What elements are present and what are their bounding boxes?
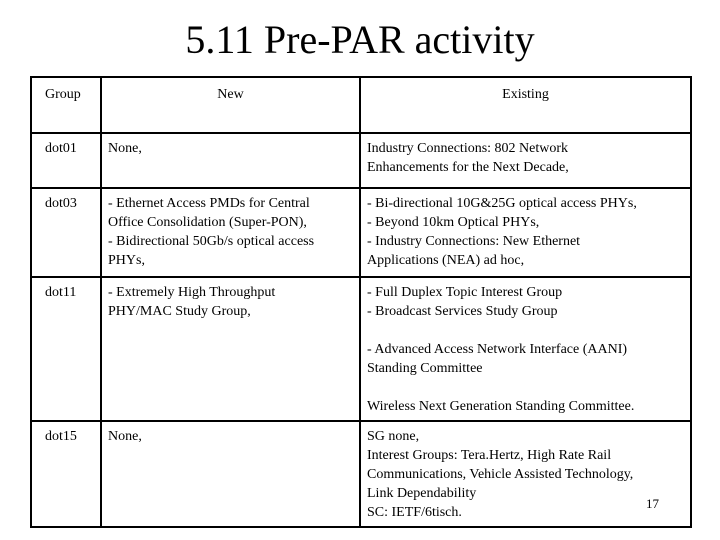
- cell-line: Standing Committee: [367, 361, 483, 376]
- cell-new: [101, 133, 360, 188]
- page-number: 17: [646, 496, 659, 511]
- cell-new: [101, 188, 360, 277]
- header-new: New: [101, 77, 360, 133]
- cell-spacer: [367, 321, 684, 340]
- cell-group: dot01: [31, 133, 101, 188]
- cell-line: Communications, Vehicle Assisted Technology,: [367, 467, 634, 482]
- table-header-row: [31, 77, 691, 133]
- cell-line: - Beyond 10km Optical PHYs,: [367, 215, 540, 230]
- slide-title: 5.11 Pre-PAR activity: [185, 17, 535, 62]
- cell-existing: [360, 133, 691, 188]
- table-row: [31, 188, 691, 277]
- cell-line: SG none,: [367, 429, 420, 444]
- cell-line: - Bi-directional 10G&25G optical access PHYs,: [367, 196, 637, 211]
- cell-line: SC: IETF/6tisch.: [367, 505, 462, 520]
- cell-line: - Full Duplex Topic Interest Group: [367, 285, 563, 300]
- cell-line: Applications (NEA) ad hoc,: [367, 253, 525, 268]
- cell-line: - Broadcast Services Study Group: [367, 304, 558, 319]
- cell-existing: [360, 421, 691, 527]
- cell-existing: [360, 277, 691, 421]
- cell-existing: [360, 188, 691, 277]
- cell-line: - Industry Connections: New Ethernet: [367, 234, 581, 249]
- cell-spacer: [367, 378, 684, 397]
- cell-group: dot03: [31, 188, 101, 277]
- cell-line: Wireless Next Generation Standing Committee.: [367, 399, 635, 414]
- cell-line: Enhancements for the Next Decade,: [367, 160, 569, 175]
- cell-line: - Ethernet Access PMDs for Central: [108, 196, 310, 211]
- cell-group: dot11: [31, 277, 101, 421]
- cell-line: - Bidirectional 50Gb/s optical access: [108, 234, 315, 249]
- cell-line: None,: [108, 429, 142, 444]
- cell-line: Industry Connections: 802 Network: [367, 141, 569, 156]
- cell-line: Office Consolidation (Super-PON),: [108, 215, 307, 230]
- header-group: Group: [31, 77, 101, 133]
- cell-new: [101, 277, 360, 421]
- cell-line: - Advanced Access Network Interface (AANI): [367, 342, 628, 357]
- pre-par-activity-table: [30, 76, 692, 528]
- cell-line: Interest Groups: Tera.Hertz, High Rate Rail: [367, 448, 612, 463]
- header-existing: Existing: [360, 77, 691, 133]
- table-row: [31, 421, 691, 527]
- cell-group: dot15: [31, 421, 101, 527]
- cell-line: None,: [108, 141, 142, 156]
- cell-line: Link Dependability: [367, 486, 477, 501]
- cell-line: PHY/MAC Study Group,: [108, 304, 251, 319]
- table-row: [31, 277, 691, 421]
- table-row: [31, 133, 691, 188]
- cell-line: - Extremely High Throughput: [108, 285, 276, 300]
- cell-new: [101, 421, 360, 527]
- cell-line: PHYs,: [108, 253, 145, 268]
